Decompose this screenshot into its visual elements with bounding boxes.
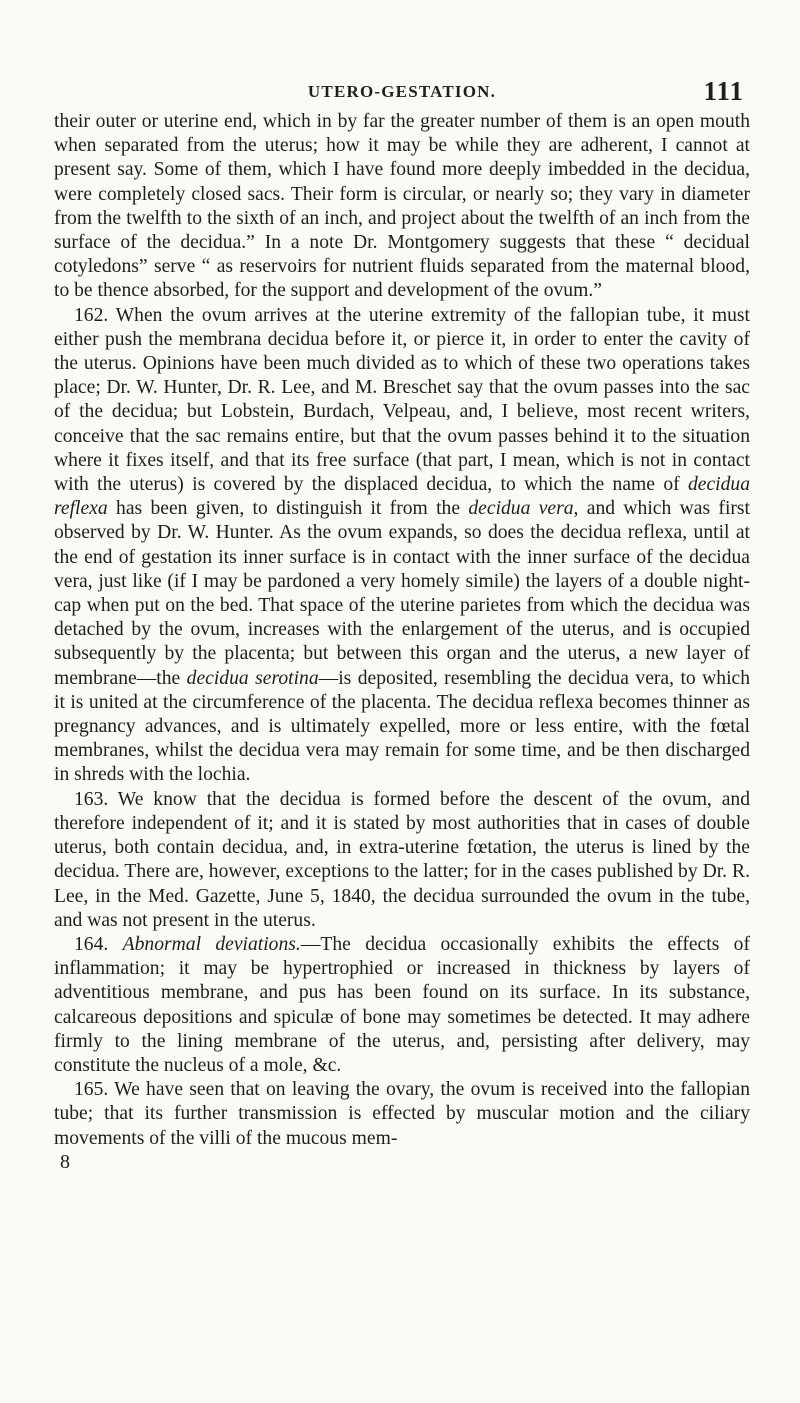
text-run: 165. We have seen that on leaving the ovary, the ovum is received into the fallopian tube; that its further transmission is effected by muscular motion and the ciliary movements of the villi of the mucous mem- <box>54 1079 750 1149</box>
book-page <box>54 78 750 1173</box>
paragraph <box>54 788 750 933</box>
italic-term: decidua vera <box>468 498 574 520</box>
body-text <box>54 110 750 1151</box>
paragraph <box>54 110 750 304</box>
italic-term: decidua serotina <box>186 667 319 689</box>
text-run: —is deposited, resembling the decidua vera, to which it is united at the circumference of the placenta. The decidua reflexa becomes thinner as pregnancy advances, and is ultimately expelled, more or less entire, with the fœtal membranes, whilst the decidua vera may remain for some time, and be then discharged in shreds with the lochia. <box>54 667 751 786</box>
running-head: UTERO-GESTATION. <box>307 82 497 101</box>
signature-mark: 8 <box>60 1150 70 1173</box>
text-run: 164. <box>74 933 123 955</box>
paragraph <box>54 304 750 788</box>
paragraph <box>54 1078 750 1151</box>
page-number: 111 <box>703 76 744 106</box>
text-run: 163. We know that the decidua is formed before the descent of the ovum, and therefore independent of it; and it is stated by most authorities that in cases of double uterus, both contain decidua, and, in extra-uterine fœtation, the uterus is lined by the decidua. There are, however, exceptions to the latter; for in the cases published by Dr. R. Lee, in the Med. Gazette, June 5, 1840, the decidua surrounded the ovum in the tube, and was not present in the uterus. <box>54 788 750 931</box>
page-header <box>54 78 750 108</box>
text-run: their outer or uterine end, which in by far the greater number of them is an open mouth when separated from the uterus; how it may be while they are adherent, I cannot at present say. Some of them, which I have found more deeply imbedded in the decidua, were completely closed sacs. Their form is circular, or nearly so; they vary in diameter from the twelfth to the sixth of an inch, and project about the twelfth of an inch from the surface of the decidua.” In a note Dr. Montgomery suggests that these “ decidual cotyledons” serve “ as reservoirs for nutrient fluids separated from the maternal blood, to be thence absorbed, for the support and development of the ovum.” <box>54 111 750 302</box>
text-run: 162. When the ovum arrives at the uterine extremity of the fallopian tube, it must either push the membrana decidua before it, or pierce it, in order to enter the cavity of the uterus. Opinions have been much divided as to which of these two operations takes place; Dr. W. Hunter, Dr. R. Lee, and M. Breschet say that the ovum passes into the sac of the decidua; but Lobstein, Burdach, Velpeau, and, I believe, most recent writers, conceive that the sac remains entire, but that the ovum passes behind it to the situation where it fixes itself, and that its free surface (that part, I mean, which is not in contact with the uterus) is covered by the displaced decidua, to which the name of <box>54 304 750 496</box>
paragraph <box>54 933 750 1078</box>
text-run: —The decidua occasionally exhibits the effects of inflammation; it may be hypertrophied or increased in thickness by layers of adventitious membrane, and pus has been found on its surface. In its substance, calcareous depositions and spiculæ of bone may sometimes be detected. It may adhere firmly to the lining membrane of the uterus, and, persisting after delivery, may constitute the nucleus of a mole, &c. <box>54 933 750 1076</box>
text-run: has been given, to distinguish it from the <box>107 498 469 520</box>
italic-term: decidua reflexa <box>54 474 750 520</box>
italic-term: Abnormal deviations. <box>122 933 301 955</box>
text-run: , and which was first observed by Dr. W. Hunter. As the ovum expands, so does the decidua reflexa, until at the end of gestation its inner surface is in contact with the inner surface of the decidua vera, just like (if I may be pardoned a very homely simile) the layers of a double night-cap when put on the bed. That space of the uterine parietes from which the decidua was detached by the ovum, increases with the enlargement of the uterus, and is occupied subsequently by the placenta; but between this organ and the uterus, a new layer of membrane—the <box>54 498 750 689</box>
